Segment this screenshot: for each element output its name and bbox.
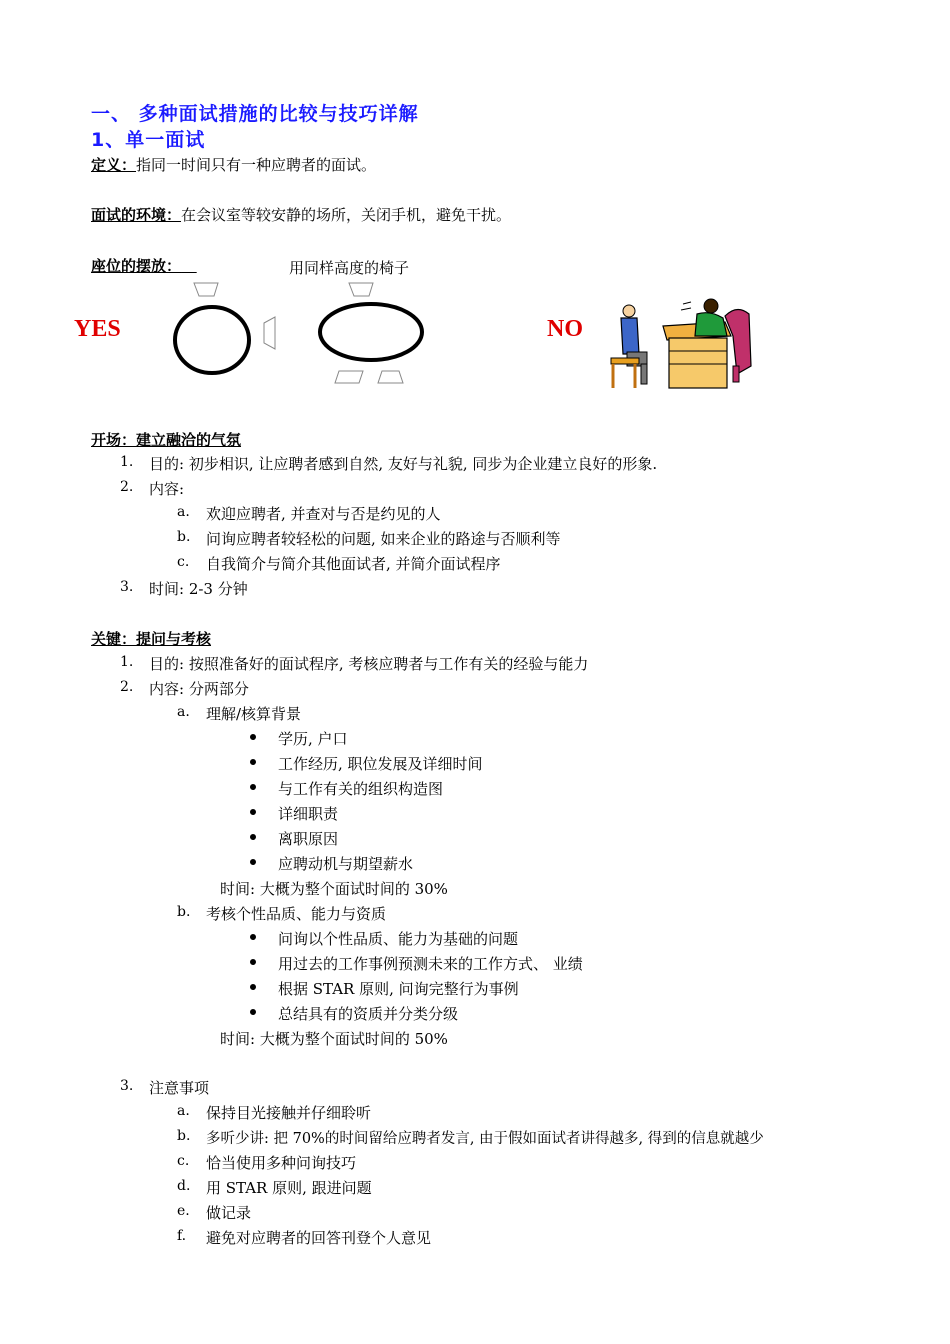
list-item: 自我简介与简介其他面试者, 并简介面试程序 bbox=[206, 555, 501, 573]
no-label: NO bbox=[547, 316, 583, 342]
list-number: 3. bbox=[120, 579, 134, 595]
list-item: 理解/核算背景 bbox=[206, 705, 302, 723]
list-number: 1. bbox=[120, 454, 134, 470]
list-letter: a. bbox=[177, 504, 190, 520]
list-item: 欢迎应聘者, 并查对与否是约见的人 bbox=[206, 505, 441, 523]
list-item: 时间: 2-3 分钟 bbox=[149, 580, 248, 598]
list-item: 做记录 bbox=[206, 1204, 252, 1222]
list-item: 用 STAR 原则, 跟进问题 bbox=[206, 1179, 372, 1197]
bullet-icon bbox=[250, 784, 256, 790]
list-number: 2. bbox=[120, 679, 134, 695]
chair-top-right bbox=[349, 283, 373, 296]
seating-diagram bbox=[160, 275, 450, 395]
environment-text: 在会议室等较安静的场所，关闭手机，避免干扰。 bbox=[181, 206, 512, 224]
list-item: 目的: 初步相识, 让应聘者感到自然, 友好与礼貌, 同步为企业建立良好的形象. bbox=[149, 455, 658, 473]
list-item: 多听少讲: 把 70%的时间留给应聘者发言, 由于假如面试者讲得越多, 得到的信息就越少 bbox=[206, 1131, 764, 1147]
time-note: 时间: 大概为整个面试时间的 30% bbox=[220, 880, 448, 898]
list-item: 考核个性品质、能力与资质 bbox=[206, 905, 387, 923]
opening-heading: 开场：建立融洽的气氛 bbox=[91, 431, 242, 449]
bullet-item: 总结具有的资质并分类分级 bbox=[278, 1005, 459, 1023]
bullet-item: 根据 STAR 原则, 问询完整行为事例 bbox=[278, 980, 519, 998]
list-item: 目的: 按照准备好的面试程序, 考核应聘者与工作有关的经验与能力 bbox=[149, 655, 589, 673]
list-item: 注意事项 bbox=[149, 1079, 210, 1097]
definition-text: 指同一时间只有一种应聘者的面试。 bbox=[136, 156, 377, 174]
bullet-icon bbox=[250, 734, 256, 740]
chair-top-left bbox=[194, 283, 218, 296]
oval-table bbox=[320, 304, 422, 360]
bullet-item: 工作经历, 职位发展及详细时间 bbox=[278, 755, 483, 773]
list-item: 问询应聘者较轻松的问题, 如来企业的路途与否顺利等 bbox=[206, 530, 561, 548]
list-item: 避免对应聘者的回答刊登个人意见 bbox=[206, 1229, 432, 1247]
list-letter: c. bbox=[177, 1153, 190, 1169]
list-item: 保持目光接触并仔细聆听 bbox=[206, 1104, 372, 1122]
bullet-item: 应聘动机与期望薪水 bbox=[278, 855, 414, 873]
yes-label: YES bbox=[74, 316, 121, 342]
list-letter: c. bbox=[177, 554, 190, 570]
bullet-item: 问询以个性品质、能力为基础的问题 bbox=[278, 930, 519, 948]
list-letter: a. bbox=[177, 1103, 190, 1119]
list-number: 1. bbox=[120, 654, 134, 670]
bullet-icon bbox=[250, 984, 256, 990]
chair-middle bbox=[264, 317, 275, 349]
list-letter: f. bbox=[177, 1228, 187, 1244]
list-letter: d. bbox=[177, 1178, 191, 1194]
bullet-icon bbox=[250, 959, 256, 965]
list-item: 内容: bbox=[149, 480, 185, 498]
section-title: 一、 多种面试措施的比较与技巧详解 bbox=[91, 103, 419, 125]
list-item: 恰当使用多种问询技巧 bbox=[206, 1154, 357, 1172]
list-item: 内容: 分两部分 bbox=[149, 680, 249, 698]
subsection-title: 1、单一面试 bbox=[91, 129, 206, 151]
bullet-icon bbox=[250, 1009, 256, 1015]
list-number: 3. bbox=[120, 1078, 134, 1094]
chair-bottom-left bbox=[335, 371, 363, 383]
definition-label: 定义： bbox=[91, 156, 137, 174]
desk-interview-illustration bbox=[605, 296, 755, 396]
round-table bbox=[175, 307, 249, 373]
list-letter: b. bbox=[177, 529, 191, 545]
list-letter: b. bbox=[177, 1128, 191, 1144]
seating-label: 座位的摆放： bbox=[91, 257, 182, 275]
definition-line bbox=[91, 154, 376, 175]
bullet-icon bbox=[250, 759, 256, 765]
bullet-item: 与工作有关的组织构造图 bbox=[278, 780, 444, 798]
environment-label: 面试的环境： bbox=[91, 206, 182, 224]
bullet-icon bbox=[250, 809, 256, 815]
list-letter: a. bbox=[177, 704, 190, 720]
chair-bottom-right bbox=[378, 371, 403, 383]
list-letter: b. bbox=[177, 904, 191, 920]
bullet-item: 离职原因 bbox=[278, 830, 339, 848]
bullet-icon bbox=[250, 859, 256, 865]
bullet-icon bbox=[250, 934, 256, 940]
bullet-item: 学历, 户口 bbox=[278, 730, 348, 748]
key-heading: 关键：提问与考核 bbox=[91, 630, 212, 648]
seating-caption: 用同样高度的椅子 bbox=[289, 259, 410, 277]
bullet-item: 详细职责 bbox=[278, 805, 339, 823]
environment-line bbox=[91, 204, 511, 225]
time-note: 时间: 大概为整个面试时间的 50% bbox=[220, 1030, 448, 1048]
list-letter: e. bbox=[177, 1203, 190, 1219]
bullet-icon bbox=[250, 834, 256, 840]
list-number: 2. bbox=[120, 479, 134, 495]
bullet-item: 用过去的工作事例预测未来的工作方式、 业绩 bbox=[278, 955, 583, 973]
